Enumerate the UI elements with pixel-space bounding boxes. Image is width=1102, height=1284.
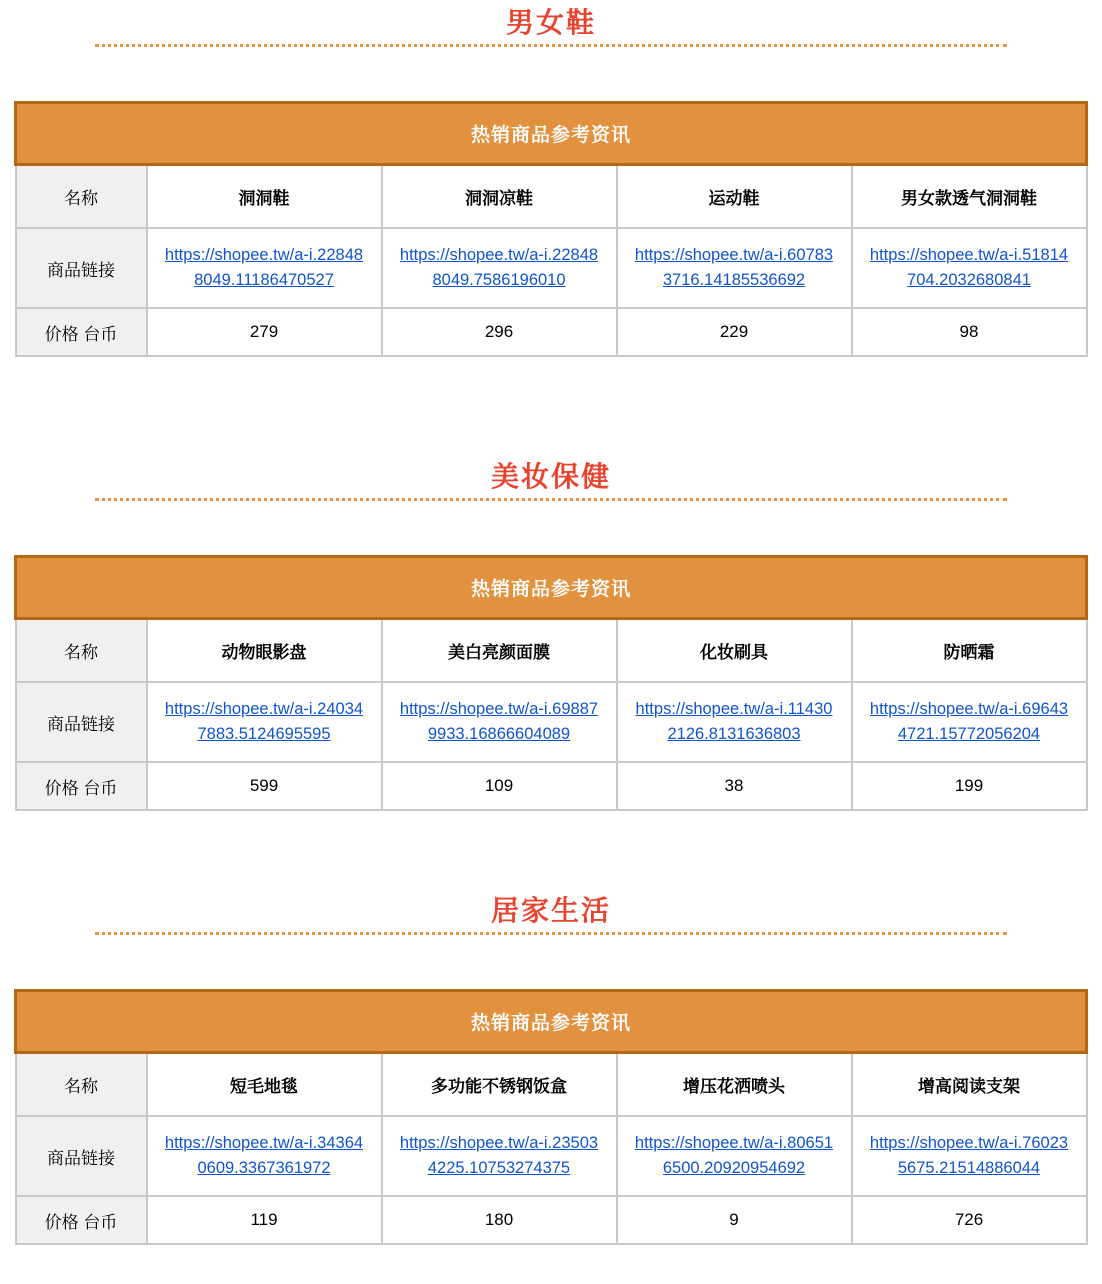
product-link[interactable]: https://shopee.tw/a-i.114302126.8131636803 (635, 700, 833, 743)
product-link-cell (852, 682, 1087, 762)
row-label-price: 价格 台币 (16, 762, 147, 810)
section-title: 居家生活 (490, 895, 611, 926)
row-label-name: 名称 (16, 165, 147, 229)
row-label-name: 名称 (16, 1053, 147, 1117)
table-title: 热销商品参考资讯 (16, 557, 1087, 619)
product-table (14, 989, 1088, 1245)
product-name: 美白亮颜面膜 (382, 619, 617, 683)
product-link[interactable]: https://shopee.tw/a-i.806516500.20920954692 (634, 1134, 834, 1177)
table-row-links (16, 682, 1087, 762)
product-price: 279 (147, 308, 382, 356)
product-link[interactable]: https://shopee.tw/a-i.228488049.7586196010 (399, 246, 599, 289)
product-link[interactable]: https://shopee.tw/a-i.760235675.21514886044 (869, 1134, 1069, 1177)
product-price: 229 (617, 308, 852, 356)
table-row-prices (16, 762, 1087, 810)
product-price: 199 (852, 762, 1087, 810)
product-link-cell (852, 1116, 1087, 1196)
product-link[interactable]: https://shopee.tw/a-i.343640609.3367361972 (164, 1134, 364, 1177)
row-label-price: 价格 台币 (16, 1196, 147, 1244)
product-name: 防晒霜 (852, 619, 1087, 683)
section-divider (95, 932, 1007, 935)
product-link[interactable]: https://shopee.tw/a-i.235034225.10753274375 (399, 1134, 599, 1177)
table-header-row (16, 557, 1087, 619)
product-name: 洞洞凉鞋 (382, 165, 617, 229)
product-link[interactable]: https://shopee.tw/a-i.607833716.14185536692 (634, 246, 834, 289)
table-title: 热销商品参考资讯 (16, 991, 1087, 1053)
section-beauty (0, 459, 1102, 811)
product-price: 38 (617, 762, 852, 810)
row-label-link: 商品链接 (16, 1116, 147, 1196)
product-link-cell (617, 682, 852, 762)
product-link-cell (147, 228, 382, 308)
section-divider (95, 44, 1007, 47)
product-link-cell (147, 682, 382, 762)
row-label-link: 商品链接 (16, 682, 147, 762)
product-link[interactable]: https://shopee.tw/a-i.696434721.15772056204 (869, 700, 1069, 743)
section-title: 美妆保健 (490, 461, 611, 492)
section-shoes (0, 5, 1102, 357)
table-row-names (16, 1053, 1087, 1117)
section-home (0, 893, 1102, 1245)
row-label-price: 价格 台币 (16, 308, 147, 356)
product-table (14, 555, 1088, 811)
product-name: 增高阅读支架 (852, 1053, 1087, 1117)
section-title: 男女鞋 (505, 7, 596, 38)
product-name: 男女款透气洞洞鞋 (852, 165, 1087, 229)
product-name: 多功能不锈钢饭盒 (382, 1053, 617, 1117)
product-link-cell (382, 228, 617, 308)
product-name: 增压花洒喷头 (617, 1053, 852, 1117)
table-row-names (16, 619, 1087, 683)
product-name: 化妆刷具 (617, 619, 852, 683)
product-name: 洞洞鞋 (147, 165, 382, 229)
product-link[interactable]: https://shopee.tw/a-i.240347883.5124695595 (164, 700, 364, 743)
section-divider (95, 498, 1007, 501)
product-table (14, 101, 1088, 357)
product-link-cell (382, 1116, 617, 1196)
product-price: 98 (852, 308, 1087, 356)
product-price: 296 (382, 308, 617, 356)
product-price: 726 (852, 1196, 1087, 1244)
table-row-names (16, 165, 1087, 229)
product-price: 599 (147, 762, 382, 810)
product-price: 180 (382, 1196, 617, 1244)
product-link-cell (617, 228, 852, 308)
table-row-prices (16, 308, 1087, 356)
table-header-row (16, 991, 1087, 1053)
product-price: 109 (382, 762, 617, 810)
table-row-prices (16, 1196, 1087, 1244)
product-name: 动物眼影盘 (147, 619, 382, 683)
product-link-cell (852, 228, 1087, 308)
product-name: 短毛地毯 (147, 1053, 382, 1117)
product-link[interactable]: https://shopee.tw/a-i.698879933.16866604089 (399, 700, 599, 743)
table-row-links (16, 1116, 1087, 1196)
product-price: 9 (617, 1196, 852, 1244)
product-price: 119 (147, 1196, 382, 1244)
product-name: 运动鞋 (617, 165, 852, 229)
table-row-links (16, 228, 1087, 308)
product-link[interactable]: https://shopee.tw/a-i.51814704.2032680841 (869, 246, 1069, 289)
table-title: 热销商品参考资讯 (16, 103, 1087, 165)
row-label-link: 商品链接 (16, 228, 147, 308)
product-link[interactable]: https://shopee.tw/a-i.228488049.11186470527 (164, 246, 364, 289)
product-link-cell (147, 1116, 382, 1196)
table-header-row (16, 103, 1087, 165)
product-link-cell (617, 1116, 852, 1196)
product-link-cell (382, 682, 617, 762)
row-label-name: 名称 (16, 619, 147, 683)
